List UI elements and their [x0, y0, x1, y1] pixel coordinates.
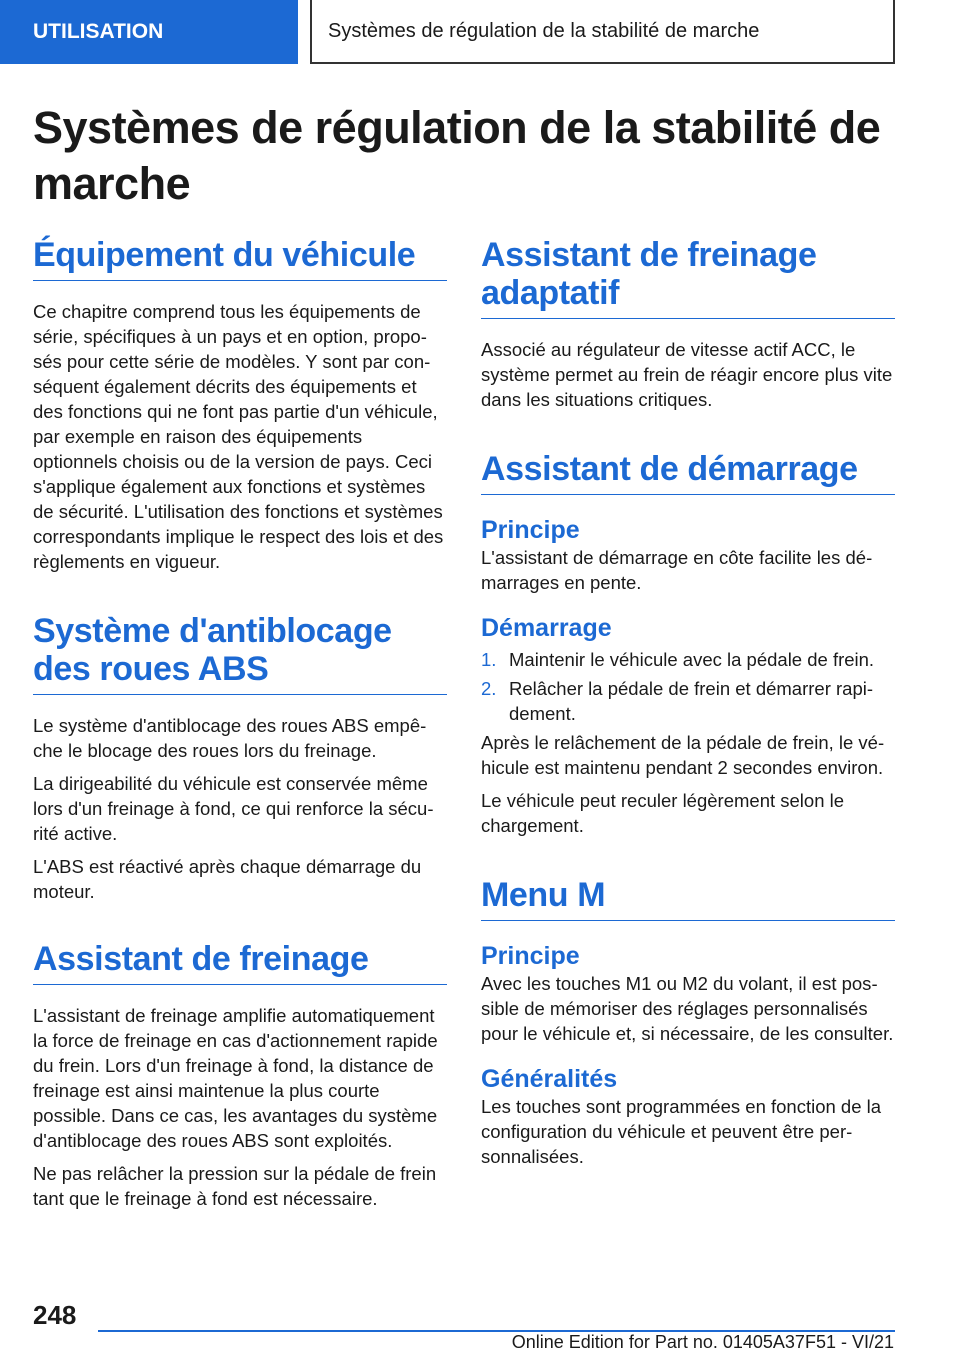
hill-principle-text: L'assistant de démarrage en côte facilite les démarrages en pente. — [481, 547, 873, 593]
menu-principle-text: Avec les touches M1 ou M2 du volant, il est possible de mémoriser des réglages personnalisés pour le véhicule et, si nécessaire, de les consulter. — [481, 973, 894, 1044]
subheading-general: Généralités — [481, 1065, 618, 1093]
page-number: 248 — [33, 1300, 77, 1330]
list-item — [481, 676, 895, 726]
subheading-principle-menu: Principe — [481, 942, 580, 970]
step-number: 2. — [481, 678, 497, 699]
page-footer — [0, 1300, 960, 1362]
section-tab: UTILISATION — [0, 0, 298, 64]
brake-assist-text-2: Ne pas relâcher la pression sur la pédale de frein tant que le freinage à fond est nécessaire. — [33, 1163, 437, 1209]
topic-tab: Systèmes de régulation de la stabilité de marche — [310, 0, 895, 64]
rollback-text: Le véhicule peut reculer légèrement selon le chargement. — [481, 790, 845, 836]
start-steps-list — [481, 647, 895, 726]
abs-text-2: La dirigeabilité du véhicule est conservée même lors d'un freinage à fond, ce qui renforce la sécurité active. — [33, 773, 434, 844]
step-text: Relâcher la pédale de frein et démarrer rapidement. — [509, 678, 874, 724]
heading-menu-m: Menu M — [481, 876, 895, 921]
list-item — [481, 647, 895, 672]
page-title: Systèmes de régulation de la stabilité de marche — [33, 102, 881, 209]
heading-hill-start-assist: Assistant de démarrage — [481, 450, 895, 495]
general-text: Les touches sont programmées en fonction de la configuration du véhicule et peuvent être personnalisées. — [481, 1096, 882, 1167]
brake-assist-text-1: L'assistant de freinage amplifie automatiquement la force de freinage en cas d'actionnement rapide du frein. Lors d'un freinage à fond, la distance de freinage est ainsi maintenue la plus courte possible. Dans ce cas, les avantages du système d'antiblocage des roues ABS sont exploités. — [33, 1005, 438, 1151]
left-column — [33, 236, 447, 1211]
step-number: 1. — [481, 649, 497, 670]
after-release-text: Après le relâchement de la pédale de frein, le véhicule est maintenu pendant 2 secondes environ. — [481, 732, 885, 778]
heading-abs: Système d'antiblocage des roues ABS — [33, 612, 447, 695]
heading-adaptive-brake-assist: Assistant de freinage adaptatif — [481, 236, 895, 319]
page-header — [0, 0, 960, 64]
adaptive-text: Associé au régulateur de vitesse actif ACC, le système permet au frein de réagir encore plus vite dans les situations critiques. — [481, 339, 893, 410]
abs-text-1: Le système d'antiblocage des roues ABS empêche le blocage des roues lors du freinage. — [33, 715, 427, 761]
abs-text-3: L'ABS est réactivé après chaque démarrage du moteur. — [33, 856, 422, 902]
heading-brake-assist: Assistant de freinage — [33, 940, 447, 985]
right-column — [481, 236, 895, 1169]
edition-note: Online Edition for Part no. 01405A37F51 - VI/21 — [511, 1332, 894, 1352]
step-text: Maintenir le véhicule avec la pédale de frein. — [509, 649, 875, 670]
equipment-text: Ce chapitre comprend tous les équipements de série, spécifiques à un pays et en option, proposés pour cette série de modèles. Y sont par conséquent également décrits des équipements et des fonctions qui ne font pas partie d'un véhicule, par exemple en raison des équipements optionnels choisis ou de la version de pays. Ceci s'applique également aux fonctions et systèmes de sécurité. L'utilisation des fonctions et systèmes correspondants implique le respect des lois et des règlements en vigueur. — [33, 301, 444, 572]
subheading-principle-hill: Principe — [481, 516, 580, 544]
subheading-start: Démarrage — [481, 614, 612, 642]
heading-equipment: Équipement du véhicule — [33, 236, 447, 281]
